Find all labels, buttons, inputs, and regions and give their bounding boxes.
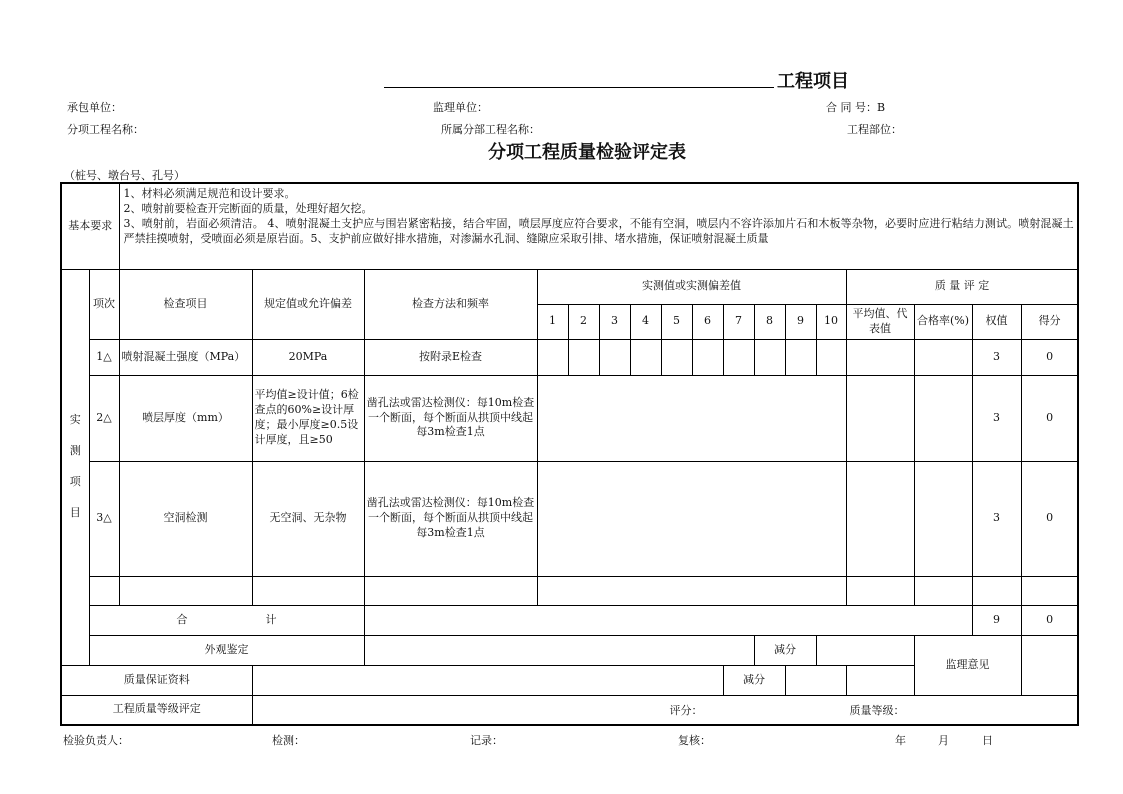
quality-docs-deduct-label: 减分 [723,665,785,695]
total-score: 0 [1021,605,1078,635]
row-spec: 无空洞、无杂物 [252,461,364,576]
appearance-deduct-input[interactable] [816,635,914,665]
measure-col-8: 8 [754,304,785,339]
row-weight: 3 [972,339,1021,375]
col-no-header: 项次 [89,269,119,339]
col-weight-header: 权值 [972,304,1021,339]
quality-docs-label: 质量保证资料 [61,665,252,695]
table-row-empty [61,576,1078,605]
contractor-label: 承包单位： [67,101,122,114]
avg-cell[interactable] [846,461,914,576]
measure-cell-merged[interactable] [537,375,846,461]
review-label: 复核： [678,734,711,747]
score-label: 评分： [669,703,703,717]
measure-col-2: 2 [568,304,599,339]
measure-cell[interactable] [816,339,846,375]
empty-cell[interactable] [119,576,252,605]
row-score: 0 [1021,375,1078,461]
grade-label: 质量等级： [849,703,905,717]
table-row [61,461,1078,576]
row-method: 按附录E检查 [364,339,537,375]
row-score: 0 [1021,461,1078,576]
col-avg-header: 平均值、代表值 [846,304,914,339]
pile-note: （桩号、墩台号、孔号） [64,169,185,182]
col-measured-header: 实测值或实测偏差值 [537,269,846,304]
pass-rate-cell[interactable] [914,461,972,576]
measure-cell[interactable] [599,339,630,375]
contract-label: 合 同 号：B [826,101,886,114]
project-name-blank[interactable] [384,87,774,88]
row-item: 喷层厚度（mm） [119,375,252,461]
inspector-chief-label: 检验负责人： [63,734,129,747]
measure-col-5: 5 [661,304,692,339]
measure-cell[interactable] [661,339,692,375]
form-title: 分项工程质量检验评定表 [488,142,686,163]
row-no: 1△ [89,339,119,375]
measure-cell-merged[interactable] [537,461,846,576]
grade-eval-label: 工程质量等级评定 [61,695,252,725]
total-weight: 9 [972,605,1021,635]
year-label: 年 [895,734,906,747]
row-spec: 平均值≥设计值；6检查点的60%≥设计厚度；最小厚度≥0.5设计厚度，且≥50 [252,375,364,461]
measure-col-7: 7 [723,304,754,339]
row-no: 3△ [89,461,119,576]
pass-rate-cell[interactable] [914,375,972,461]
row-score: 0 [1021,339,1078,375]
measure-col-4: 4 [630,304,661,339]
measured-items-side-label: 实 测 项 目 [61,269,89,665]
row-spec: 20MPa [252,339,364,375]
table-row [61,375,1078,461]
row-no: 2△ [89,375,119,461]
empty-cell[interactable] [89,576,119,605]
appearance-deduct-label: 减分 [754,635,816,665]
row-item: 喷射混凝土强度（MPa） [119,339,252,375]
col-pass-header: 合格率(%) [914,304,972,339]
appearance-label: 外观鉴定 [89,635,364,665]
total-label: 合 计 [89,605,364,635]
supervision-opinion-input[interactable] [1021,635,1078,695]
basic-req-line-3: 3、喷射前，岩面必须清洁。 4、喷射混凝土支护应与围岩紧密粘接，结合牢固，喷层厚度应符合要求，不能有空洞，喷层内不容许添加片石和木板等杂物，必要时应进行粘结力测试。喷射混凝土严禁挂摸喷射，受喷面必须是原岩面。5、支护前应做好排水措施，对渗漏水孔洞、缝隙应采取引排、堵水措施，保证喷射混凝土质量 [123,216,1074,245]
empty-cell[interactable] [537,576,846,605]
subitem-name-label: 分项工程名称： [67,123,144,136]
measure-cell[interactable] [568,339,599,375]
measure-col-6: 6 [692,304,723,339]
col-score-header: 得分 [1021,304,1078,339]
empty-cell[interactable] [972,576,1021,605]
row-method: 凿孔法或雷达检测仪：每10m检查一个断面，每个断面从拱顶中线起每3m检查1点 [364,375,537,461]
total-row [61,605,1078,635]
measure-cell[interactable] [692,339,723,375]
empty-cell[interactable] [846,576,914,605]
col-item-header: 检查项目 [119,269,252,339]
record-label: 记录： [470,734,503,747]
quality-docs-deduct-input[interactable] [785,665,846,695]
row-weight: 3 [972,375,1021,461]
avg-cell[interactable] [846,339,914,375]
measure-col-1: 1 [537,304,568,339]
measure-cell[interactable] [723,339,754,375]
day-label: 日 [982,734,993,747]
empty-cell[interactable] [252,576,364,605]
avg-cell[interactable] [846,375,914,461]
supervision-opinion-label: 监理意见 [914,635,1021,695]
basic-req-line-2: 2、喷射前要检查开完断面的质量，处理好超欠挖。 [123,201,373,215]
measure-cell[interactable] [754,339,785,375]
basic-req-content [119,183,1078,269]
col-method-header: 检查方法和频率 [364,269,537,339]
appearance-input[interactable] [364,635,754,665]
measure-col-10: 10 [816,304,846,339]
quality-docs-input[interactable] [252,665,723,695]
division-name-label: 所属分部工程名称： [441,123,540,136]
grade-eval-content[interactable] [252,695,1078,725]
inspection-label: 检测： [272,734,305,747]
total-blank [364,605,972,635]
row-weight: 3 [972,461,1021,576]
row-method: 凿孔法或雷达检测仪：每10m检查一个断面，每个断面从拱顶中线起每3m检查1点 [364,461,537,576]
title-suffix: 工程项目 [777,71,849,92]
pass-rate-cell[interactable] [914,339,972,375]
col-quality-header: 质 量 评 定 [846,269,1078,304]
empty-cell[interactable] [364,576,537,605]
table-row [61,339,1078,375]
col-spec-header: 规定值或允许偏差 [252,269,364,339]
measure-cell[interactable] [785,339,816,375]
inspection-table [60,182,1079,726]
measure-cell[interactable] [537,339,568,375]
measure-cell[interactable] [630,339,661,375]
empty-cell[interactable] [914,576,972,605]
measure-col-9: 9 [785,304,816,339]
basic-req-line-1: 1、材料必须满足规范和设计要求。 [123,187,296,200]
basic-req-label: 基本要求 [61,183,119,269]
row-item: 空洞检测 [119,461,252,576]
measure-col-3: 3 [599,304,630,339]
supervisor-label: 监理单位： [433,101,488,114]
empty-cell[interactable] [1021,576,1078,605]
location-label: 工程部位： [847,123,902,136]
month-label: 月 [938,734,949,747]
